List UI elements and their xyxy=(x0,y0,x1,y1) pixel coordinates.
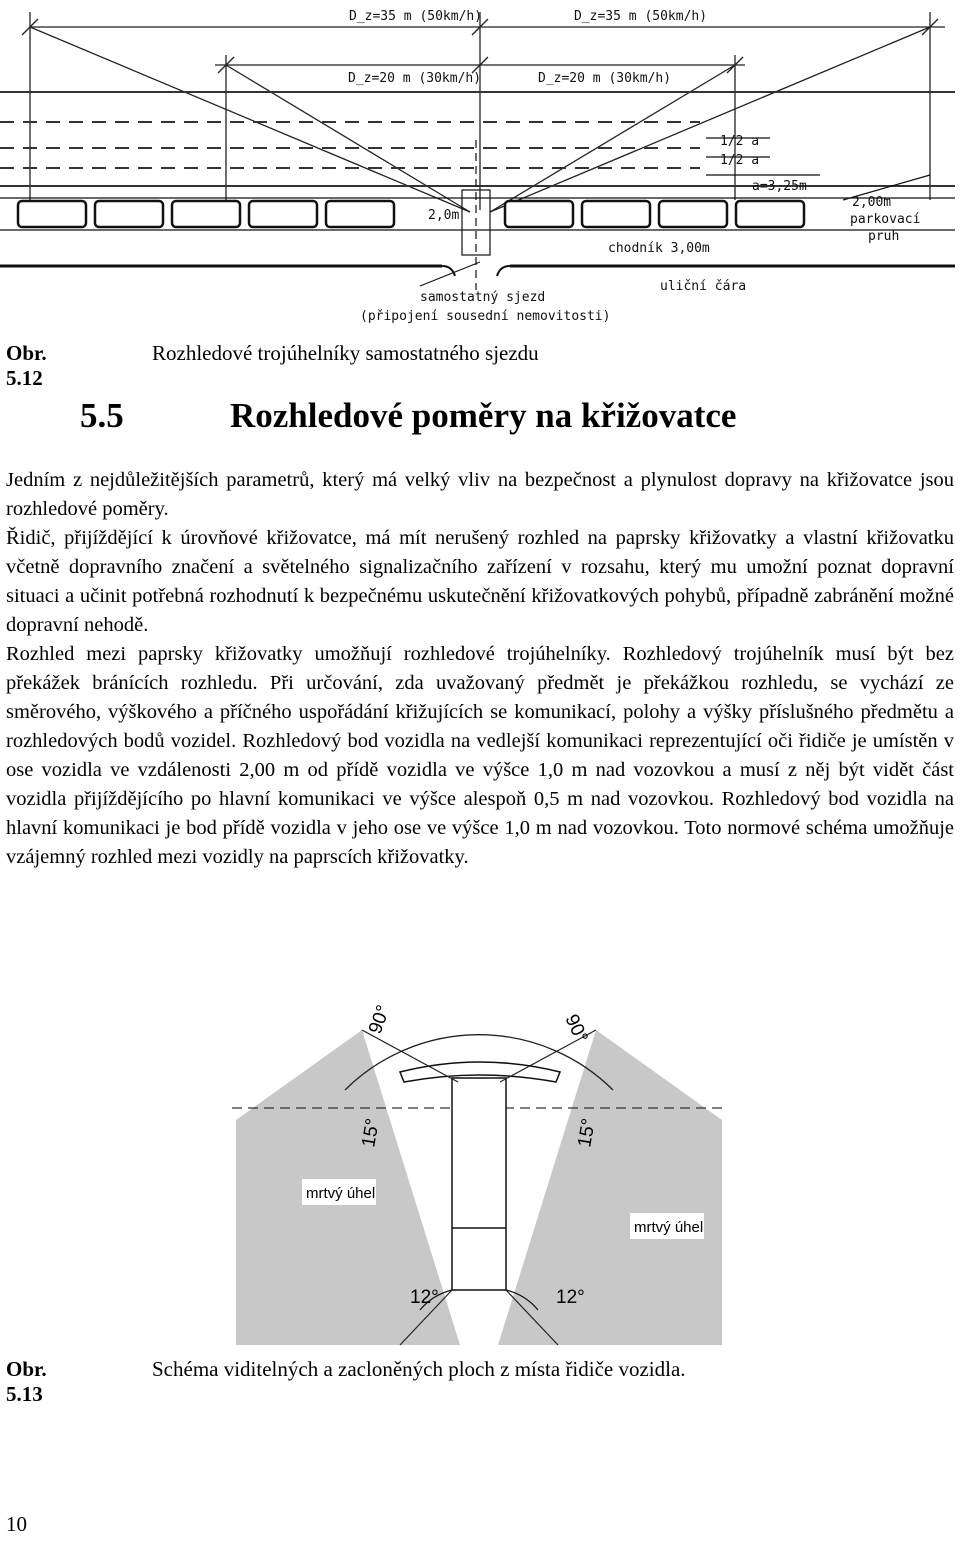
paragraph: Rozhled mezi paprsky křižovatky umožňují rozhledové trojúhelníky. Rozhledový trojúhelník musí být bez překážek bránících rozhledu. Při určování, zda uvažovaný předmět je překážkou rozhledu, se vychází ze směrového, výškového a příčného uspořádání křižujících se komunikací, polohy a výšky příslušného předmětu a rozhledových bodů vozidel. Rozhledový bod vozidla na vedlejší komunikaci reprezentující oči řidiče je umístěn v ose vozidla ve vzdálenosti 2,00 m od přídě vozidla ve výšce 1,0 m nad vozovkou a musí z něj být vidět část vozidla přijíždějícího po hlavní komunikaci ve výšce alespoň 0,5 m nad vozovkou. Rozhledový bod vozidla na hlavní komunikaci je bod přídě vozidla v jeho ose ve výšce 1,0 m nad vozovkou. Toto normové schéma umožňuje vzájemný rozhled mezi vozidly na paprscích křižovatky. xyxy=(6,643,954,868)
label-driveway-sub: (připojení sousední nemovitosti) xyxy=(360,309,611,324)
dead-angle-label-right: mrtvý úhel xyxy=(634,1219,704,1236)
section-heading xyxy=(80,396,736,436)
dim-label-top-right: D_z=35 m (50km/h) xyxy=(574,9,708,24)
label-driveway: samostatný sjezd xyxy=(420,290,546,305)
angle-90-right: 90° xyxy=(560,1011,592,1047)
page-number: 10 xyxy=(6,1512,27,1536)
caption-number: Obr. 5.13 xyxy=(6,1357,47,1406)
section-title: Rozhledové poměry na křižovatce xyxy=(230,396,737,435)
angle-12-right: 12° xyxy=(556,1287,585,1308)
label-half-a-1: 1/2 a xyxy=(720,134,760,149)
label-half-a-2: 1/2 a xyxy=(720,153,760,168)
caption-text: Rozhledové trojúhelníky samostatného sjezdu xyxy=(152,341,539,365)
dead-angle-label-left: mrtvý úhel xyxy=(306,1185,376,1202)
paragraph: Jedním z nejdůležitějších parametrů, který má velký vliv na bezpečnost a plynulost dopravy na křižovatce jsou rozhledové poměry. xyxy=(6,469,954,520)
label-sidewalk: chodník 3,00m xyxy=(608,241,710,256)
label-a: a=3,25m xyxy=(752,179,807,194)
caption-number: Obr. 5.12 xyxy=(6,341,47,390)
label-parking-width: 2,00m xyxy=(852,195,892,210)
body-text xyxy=(6,466,954,872)
dim-label-top-left: D_z=35 m (50km/h) xyxy=(349,9,483,24)
dim-label-mid-right: D_z=20 m (30km/h) xyxy=(538,71,672,86)
label-gap: 2,0m xyxy=(428,208,460,223)
label-lane: pruh xyxy=(868,229,900,244)
angle-15-right: 15° xyxy=(574,1116,600,1149)
label-parking: parkovací xyxy=(850,212,921,227)
section-number: 5.5 xyxy=(80,396,124,435)
figure-5-13-diagram xyxy=(0,990,960,1350)
paragraph: Řidič, přijíždějící k úrovňové křižovatce, má mít nerušený rozhled na paprsky křižovatky a vlastní křižovatku včetně dopravního značení a světelného signalizačního zařízení v rozsahu, který mu umožní poznat dopravní situaci a učinit potřebná rozhodnutí k bezpečnému uskutečnění křižovatkových pohybů, případně zabránění možné dopravní nehodě. xyxy=(6,527,954,636)
angle-15-left: 15° xyxy=(358,1116,384,1149)
label-street-line: uliční čára xyxy=(660,279,747,294)
dim-label-mid-left: D_z=20 m (30km/h) xyxy=(348,71,482,86)
caption-text: Schéma viditelných a zacloněných ploch z místa řidiče vozidla. xyxy=(152,1357,686,1381)
figure-5-12-drawing xyxy=(0,0,960,335)
angle-90-left: 90° xyxy=(364,1002,395,1037)
angle-12-left: 12° xyxy=(410,1287,439,1308)
